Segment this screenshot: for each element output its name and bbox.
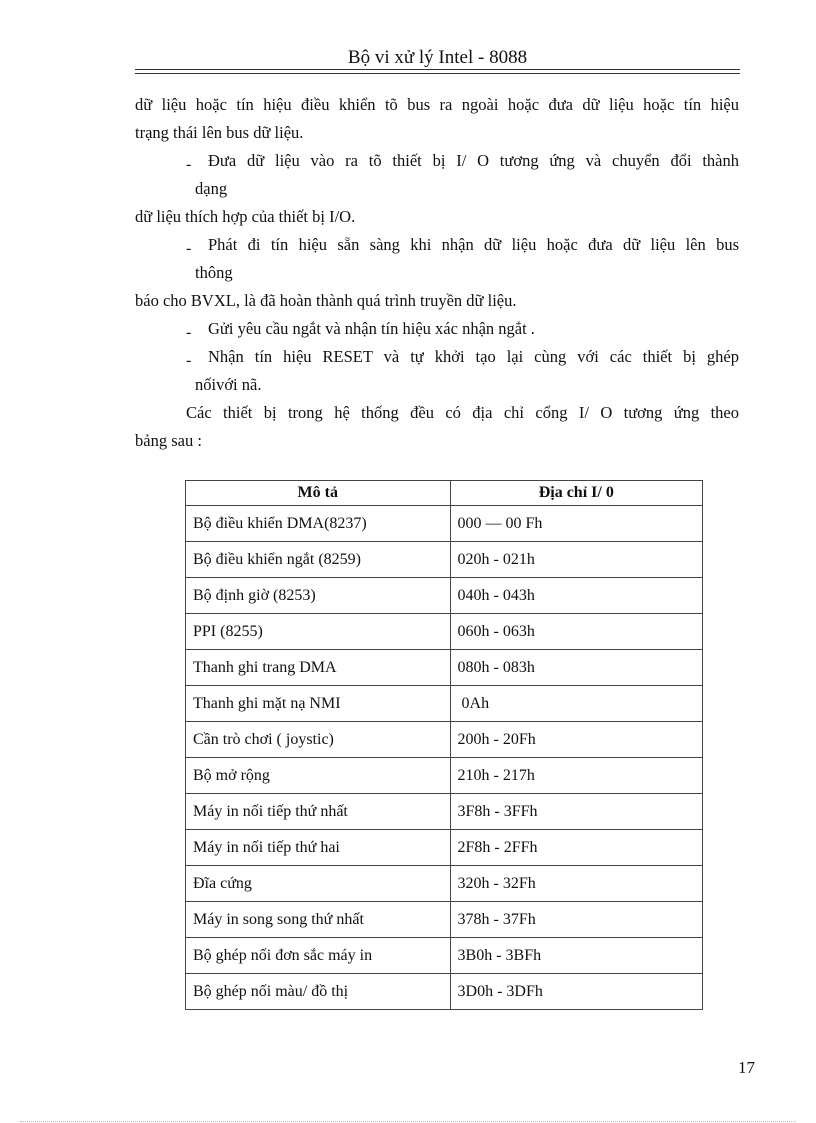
table-row: [186, 902, 703, 938]
device-cell: Bộ định giờ (8253): [186, 578, 451, 614]
table-row: [186, 938, 703, 974]
page-edge-divider: [20, 1121, 796, 1122]
device-cell: Thanh ghi mặt nạ NMI: [186, 686, 451, 722]
body-line-1: dữ liệu hoặc tín hiệu điều khiển tõ bus ra ngoài hoặc đưa dữ liệu hoặc tín hiệu: [135, 95, 739, 114]
address-cell: 3D0h - 3DFh: [450, 974, 702, 1010]
address-cell: 060h - 063h: [450, 614, 702, 650]
column-header-address: Địa chỉ I/ 0: [450, 481, 702, 506]
io-address-table: [185, 480, 703, 1010]
address-cell: 2F8h - 2FFh: [450, 830, 702, 866]
bullet-mark: -: [186, 352, 192, 369]
table-row: [186, 650, 703, 686]
bullet-1-line-b: dạng: [195, 179, 228, 198]
device-cell: Bộ ghép nối đơn sắc máy in: [186, 938, 451, 974]
device-cell: Máy in nối tiếp thứ nhất: [186, 794, 451, 830]
column-header-description: Mô tả: [186, 481, 451, 506]
body-line-3: dữ liệu thích hợp của thiết bị I/O.: [135, 207, 356, 226]
address-cell: 378h - 37Fh: [450, 902, 702, 938]
address-cell: 0Ah: [450, 686, 702, 722]
table-row: [186, 722, 703, 758]
address-cell: 3F8h - 3FFh: [450, 794, 702, 830]
table-row: [186, 578, 703, 614]
table-row: [186, 830, 703, 866]
table-header-row: [186, 481, 703, 506]
bullet-4-line-b: nốivới nã.: [195, 375, 262, 394]
address-cell: 080h - 083h: [450, 650, 702, 686]
header-rule-thin: [135, 69, 740, 70]
bullet-2-line-b: thông: [195, 263, 233, 282]
table-row: [186, 542, 703, 578]
table-row: [186, 974, 703, 1010]
device-cell: Cần trò chơi ( joystic): [186, 722, 451, 758]
device-cell: Bộ điều khiển DMA(8237): [186, 506, 451, 542]
page-number: 17: [738, 1058, 755, 1077]
bullet-1-line-a: Đưa dữ liệu vào ra tõ thiết bị I/ O tương ứng và chuyển đổi thành: [208, 151, 739, 170]
table-row: [186, 866, 703, 902]
device-cell: Bộ mở rộng: [186, 758, 451, 794]
address-cell: 200h - 20Fh: [450, 722, 702, 758]
address-cell: 000 — 00 Fh: [450, 506, 702, 542]
table-row: [186, 614, 703, 650]
table-row: [186, 758, 703, 794]
paragraph-line-a: Các thiết bị trong hệ thống đều có địa chỉ cổng I/ O tương ứng theo: [186, 403, 739, 422]
device-cell: Thanh ghi trang DMA: [186, 650, 451, 686]
address-cell: 040h - 043h: [450, 578, 702, 614]
header-rule-thick: [135, 73, 740, 74]
device-cell: PPI (8255): [186, 614, 451, 650]
body-line-4: báo cho BVXL, là đã hoàn thành quá trình truyền dữ liệu.: [135, 291, 517, 310]
device-cell: Bộ ghép nối màu/ đồ thị: [186, 974, 451, 1010]
device-cell: Bộ điều khiển ngắt (8259): [186, 542, 451, 578]
device-cell: Máy in song song thứ nhất: [186, 902, 451, 938]
address-cell: 320h - 32Fh: [450, 866, 702, 902]
table-row: [186, 506, 703, 542]
paragraph-line-b: bảng sau :: [135, 431, 202, 450]
address-cell: 020h - 021h: [450, 542, 702, 578]
body-line-2: trạng thái lên bus dữ liệu.: [135, 123, 304, 142]
bullet-3-line: Gửi yêu cầu ngắt và nhận tín hiệu xác nhận ngắt .: [208, 319, 535, 338]
device-cell: Máy in nối tiếp thứ hai: [186, 830, 451, 866]
bullet-mark: -: [186, 240, 192, 257]
bullet-4-line-a: Nhận tín hiệu RESET và tự khởi tạo lại cùng với các thiết bị ghép: [208, 347, 739, 366]
device-cell: Đĩa cứng: [186, 866, 451, 902]
address-cell: 210h - 217h: [450, 758, 702, 794]
address-cell: 3B0h - 3BFh: [450, 938, 702, 974]
page-header-title: Bộ vi xử lý Intel - 8088: [347, 47, 528, 68]
bullet-mark: -: [186, 156, 192, 173]
table-row: [186, 794, 703, 830]
table-row: [186, 686, 703, 722]
bullet-mark: -: [186, 324, 192, 341]
bullet-2-line-a: Phát đi tín hiệu sẵn sàng khi nhận dữ liệu hoặc đưa dữ liệu lên bus: [208, 235, 739, 254]
